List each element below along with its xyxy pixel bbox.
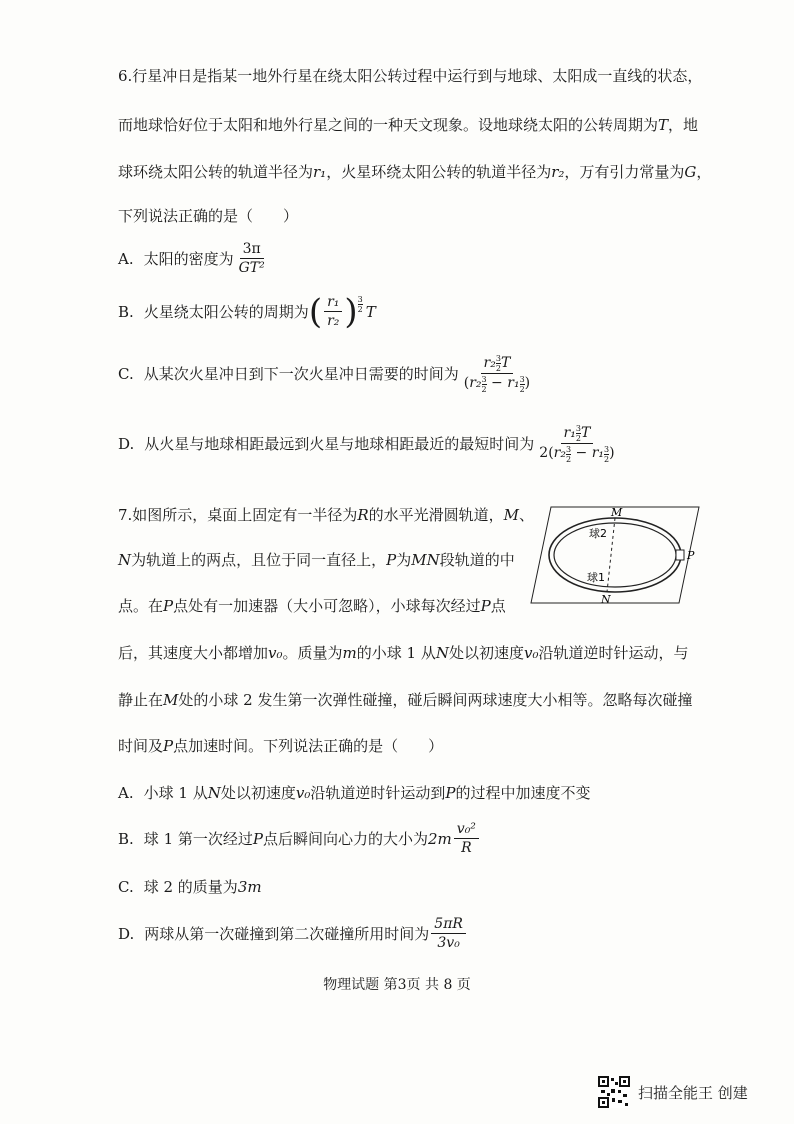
diameter-mn bbox=[607, 518, 615, 592]
page-footer: 物理试题 第3页 共 8 页 bbox=[323, 977, 471, 993]
table-surface bbox=[531, 507, 699, 603]
q7-line6: 时间及P点加速时间。下列说法正确的是（ ） bbox=[118, 737, 444, 755]
q6-line2: 而地球恰好位于太阳和地外行星之间的一种天文现象。设地球绕太阳的公转周期为T，地 bbox=[118, 116, 699, 134]
q6-line1: 6.行星冲日是指某一地外行星在绕太阳公转过程中运行到与地球、太阳成一直线的状态， bbox=[118, 67, 703, 85]
q6-option-c[interactable]: C. 从某次火星冲日到下一次火星冲日需要的时间为 r₂ $\frac{3}{2}$ T (r₂ $\frac{3}{2}$ − r₁ $\frac{3}{2}$ ) bbox=[118, 354, 531, 394]
accelerator-p bbox=[676, 550, 684, 560]
q6-option-d[interactable]: D. 从火星与地球相距最远到火星与地球相距最近的最短时间为 r₁ $\frac{3}{2}$ T 2(r₂ $\frac{3}{2}$ − r₁ $\frac{3}{2}$ ) bbox=[118, 424, 615, 464]
q7-line1: 7.如图所示，桌面上固定有一半径为R的水平光滑圆轨道，M、 bbox=[118, 506, 535, 524]
label-ball2: 球2 bbox=[589, 527, 607, 540]
track-outer bbox=[549, 518, 681, 592]
q6-option-b[interactable]: B. 火星绕太阳公转的周期为 ( $\frac{\text{r₁}}{\text{r₂}}$ ) 3 2 T bbox=[118, 291, 376, 332]
qr-code-icon bbox=[598, 1076, 630, 1108]
label-m: M bbox=[611, 506, 623, 519]
fraction: $\frac{3\pi}{\text{GT²}}$ bbox=[238, 241, 265, 276]
q7-line2: N为轨道上的两点，且位于同一直径上，P为MN段轨道的中 bbox=[118, 551, 515, 569]
label-n: N bbox=[601, 593, 611, 605]
q6-stem-end: 下列说法正确的是（ ） bbox=[118, 207, 299, 225]
q7-option-d[interactable]: D. 两球从第一次碰撞到第二次碰撞所用时间为 $\frac{5\pi R}{\text{3v₀}}$ bbox=[118, 915, 468, 952]
q7-line3: 点。在P点处有一加速器（大小可忽略），小球每次经过P点 bbox=[118, 597, 506, 615]
q7-option-a[interactable]: A. 小球 1 从 N 处以初速度 v₀ 沿轨道逆时针运动到 P 的过程中加速度不变 bbox=[118, 783, 591, 802]
q6-line3: 球环绕太阳公转的轨道半径为r₁，火星环绕太阳公转的轨道半径为r₂，万有引力常量为G， bbox=[118, 163, 712, 181]
q7-line5: 静止在M处的小球 2 发生第一次弹性碰撞，碰后瞬间两球速度大小相等。忽略每次碰撞 bbox=[118, 691, 693, 709]
scanner-watermark bbox=[598, 1076, 748, 1108]
track-inner bbox=[554, 523, 676, 587]
q6-option-a[interactable]: A. 太阳的密度为 $\frac{3\pi}{\text{GT²}}$ bbox=[118, 240, 270, 277]
label-ball1: 球1 bbox=[587, 571, 605, 584]
watermark-text: 扫描全能王 创建 bbox=[638, 1083, 748, 1102]
q7-option-c[interactable]: C. 球 2 的质量为 3m bbox=[118, 877, 262, 896]
label-p: P bbox=[687, 549, 695, 562]
q7-option-b[interactable]: B. 球 1 第一次经过 P 点后瞬间向心力的大小为 2m $\frac{\text{v₀²}}{R}$ bbox=[118, 820, 481, 857]
q7-line4: 后，其速度大小都增加v₀。质量为m的小球 1 从N处以初速度v₀沿轨道逆时针运动，与 bbox=[118, 644, 689, 662]
track-diagram bbox=[529, 505, 701, 605]
